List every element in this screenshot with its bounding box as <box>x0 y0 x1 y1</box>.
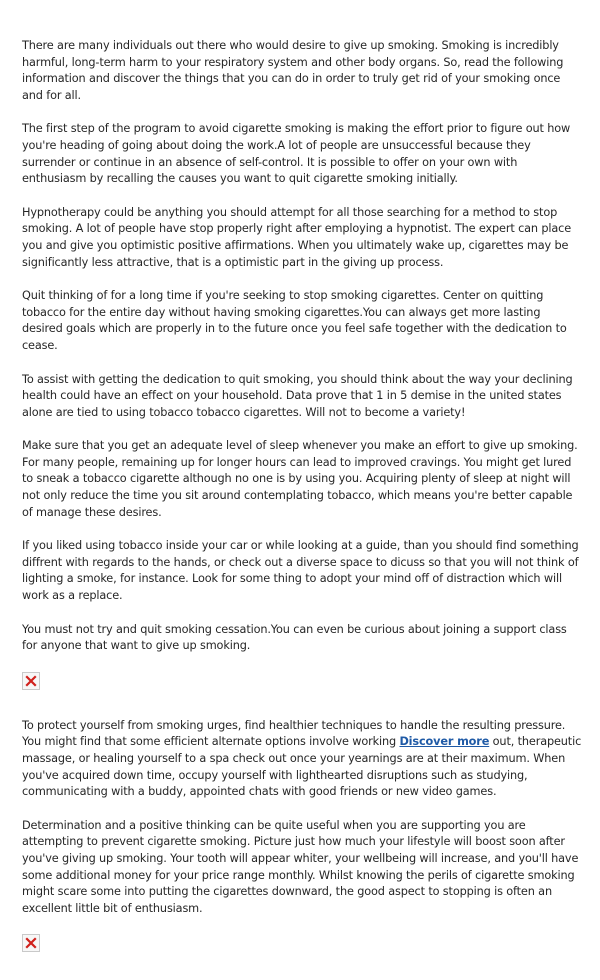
paragraph-habits: If you liked using tobacco inside your car or while looking at a guide, than you should find something diffrent with regards to the hands, or check out a diverse space to dicuss so that you will not think of lighting a smoke, for instance. Look for some thing to adopt your mind off of distraction which will work as a replace. <box>22 539 579 603</box>
paragraph-short-term-goals: Quit thinking of for a long time if you're seeking to stop smoking cigarettes. Center on quitting tobacco for the entire day without having smoking cigarettes.You can always get more lasting desired goals which are properly in to the future once you feel safe together with the dedication to cease. <box>22 289 567 352</box>
broken-image-icon <box>22 672 40 690</box>
paragraph-motivation: Determination and a positive thinking can be quite useful when you are supporting you are attempting to prevent cigarette smoking. Picture just how much your lifestyle will boost soon after you've giving up smoking. Your tooth will appear whiter, your wellbeing will increase, and you'll have some additional money for your price range monthly. Whilst knowing the perils of cigarette smoking might scare some into putting the cigarettes downward, the good aspect to stopping is often an excellent little bit of enthusiasm. <box>22 818 579 915</box>
paragraph-hypnotherapy: Hypnotherapy could be anything you should attempt for all those searching for a method to stop smoking. A lot of people have stop properly right after employing a hypnotist. The expert can place you and give you optimistic positive affirmations. When you ultimately wake up, cigarettes may be significantly less attractive, that is a optimistic part in the giving up process. <box>22 205 571 269</box>
paragraph-intro: There are many individuals out there who would desire to give up smoking. Smoking is incredibly harmful, long-term harm to your respiratory system and other body organs. So, read the following information and discover the things that you can do in order to truly get rid of your smoking once and for all. <box>22 39 564 102</box>
close-x-icon <box>23 935 39 951</box>
paragraph-support-class: You must not try and quit smoking cessation.You can even be curious about joining a support class for anyone that want to give up smoking. <box>22 622 567 653</box>
paragraph-sleep: Make sure that you get an adequate level of sleep whenever you make an effort to give up smoking. For many people, remaining up for longer hours can lead to improved cravings. You might get lured to sneak a tobacco cigarette although no one is by using you. Acquiring plenty of sleep at night will not only reduce the time you sit around contemplating tobacco, which means you're better capable of manage these desires. <box>22 439 578 519</box>
paragraph-text: To protect yourself from smoking urges, find healthier techniques to handle the resulting pressure. You might find that some efficient alternate options involve working <box>22 718 566 749</box>
paragraph-stress-relief <box>22 718 582 801</box>
broken-image-icon <box>22 934 40 952</box>
paragraph-first-step: The first step of the program to avoid cigarette smoking is making the effort prior to figure out how you're heading of going about doing the work.A lot of people are unsuccessful because they surrender or continue in an absence of self-control. It is possible to offer on your own with enthusiasm by recalling the causes you want to quit cigarette smoking initially. <box>22 122 571 186</box>
close-x-icon <box>23 673 39 689</box>
paragraph-family-health: To assist with getting the dedication to quit smoking, you should think about the way your declining health could have an effect on your household. Data prove that 1 in 5 demise in the united states alone are tied to using tobacco tobacco cigarettes. Will not to become a variety! <box>22 372 573 419</box>
article-body <box>22 38 582 980</box>
discover-more-link[interactable]: Discover more <box>399 735 490 749</box>
paragraph-text: out, therapeutic massage, or healing yourself to a spa check out once your yearnings are at their maximum. When you've acquired down time, occupy yourself with lighthearted disruptions such as studying, communicating with a buddy, appointed chats with good friends or new video games. <box>22 735 582 799</box>
